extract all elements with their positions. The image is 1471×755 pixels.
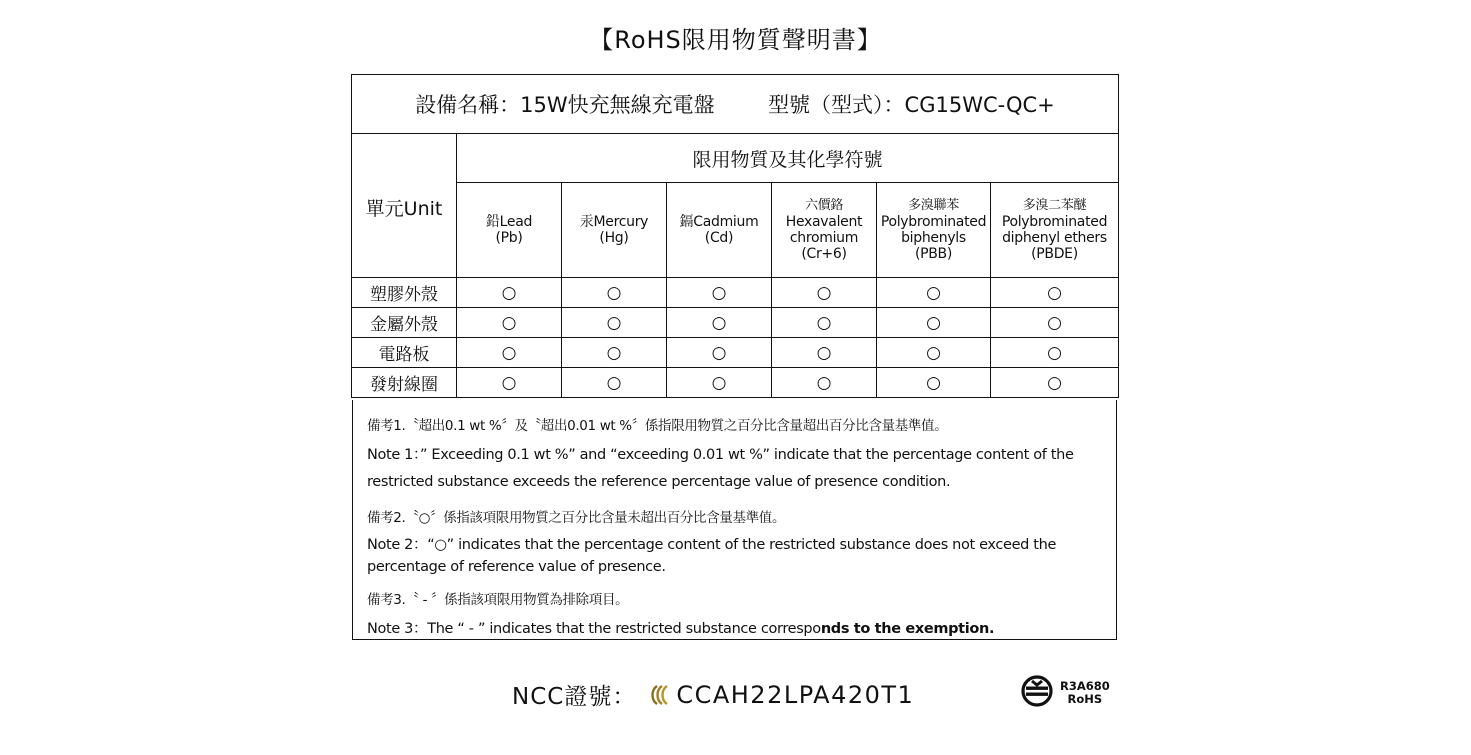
bsmi-mark xyxy=(1020,674,1110,712)
note3-en: Note 3：The “ - ” indicates that the restricted substance corresponds to the exemption. xyxy=(367,621,995,637)
compliance-mark: ○ xyxy=(772,308,877,338)
compliance-mark: ○ xyxy=(457,278,562,308)
compliance-mark: ○ xyxy=(667,338,772,368)
table-row xyxy=(352,368,1119,398)
ncc-wave-icon xyxy=(648,684,672,706)
compliance-mark: ○ xyxy=(457,368,562,398)
compliance-mark: ○ xyxy=(772,278,877,308)
bsmi-code: R3A680 xyxy=(1060,679,1110,693)
compliance-mark: ○ xyxy=(667,368,772,398)
compliance-mark: ○ xyxy=(562,338,667,368)
table-row xyxy=(352,278,1119,308)
compliance-mark: ○ xyxy=(562,308,667,338)
compliance-mark: ○ xyxy=(877,338,991,368)
substance-header: 汞Mercury (Hg) xyxy=(562,183,667,278)
note1-en: Note 1：” Exceeding 0.1 wt %” and “exceeding 0.01 wt %” indicate that the percentage content of the restricted substance exceeds the reference percentage value of presence condition. xyxy=(367,447,1074,490)
compliance-mark: ○ xyxy=(991,338,1119,368)
compliance-mark: ○ xyxy=(772,338,877,368)
page-title: 【RoHS限用物質聲明書】 xyxy=(589,26,882,54)
unit-header: 單元Unit xyxy=(352,134,457,278)
substance-group-header: 限用物質及其化學符號 xyxy=(457,134,1119,183)
notes-section xyxy=(352,400,1117,640)
compliance-mark: ○ xyxy=(991,308,1119,338)
ncc-id: CCAH22LPA420T1 xyxy=(676,680,915,709)
compliance-mark: ○ xyxy=(877,278,991,308)
compliance-mark: ○ xyxy=(991,278,1119,308)
compliance-mark: ○ xyxy=(667,278,772,308)
bsmi-icon xyxy=(1020,674,1054,712)
ncc-label: NCC證號： xyxy=(512,684,637,710)
note2-en: Note 2：“○” indicates that the percentage content of the restricted substance does not exceed the percentage of reference value of presence. xyxy=(367,537,1057,575)
compliance-mark: ○ xyxy=(877,368,991,398)
rohs-table xyxy=(351,74,1119,398)
part-name: 塑膠外殼 xyxy=(352,278,457,308)
device-name: 設備名稱：15W快充無線充電盤 xyxy=(415,93,715,117)
substance-header: 六價鉻 Hexavalent chromium (Cr+6) xyxy=(772,183,877,278)
table-row xyxy=(352,338,1119,368)
compliance-mark: ○ xyxy=(562,368,667,398)
note2-zh: 備考2.〝○〞係指該項限用物質之百分比含量未超出百分比含量基準值。 xyxy=(367,510,786,526)
compliance-mark: ○ xyxy=(667,308,772,338)
note1-zh: 備考1.〝超出0.1 wt %〞及〝超出0.01 wt %〞係指限用物質之百分比含量超出百分比含量基準值。 xyxy=(367,418,948,434)
part-name: 電路板 xyxy=(352,338,457,368)
substance-header: 多溴二苯醚 Polybrominated diphenyl ethers (PBDE) xyxy=(991,183,1119,278)
compliance-mark: ○ xyxy=(457,338,562,368)
compliance-mark: ○ xyxy=(562,278,667,308)
device-model: 型號（型式）：CG15WC-QC+ xyxy=(768,93,1055,117)
device-row xyxy=(352,75,1119,134)
compliance-mark: ○ xyxy=(457,308,562,338)
substance-header: 鎘Cadmium (Cd) xyxy=(667,183,772,278)
compliance-mark: ○ xyxy=(877,308,991,338)
part-name: 發射線圈 xyxy=(352,368,457,398)
compliance-mark: ○ xyxy=(991,368,1119,398)
bsmi-rohs: RoHS xyxy=(1067,692,1103,706)
substance-header: 多溴聯苯 Polybrominated biphenyls (PBB) xyxy=(877,183,991,278)
ncc-certification xyxy=(512,678,914,711)
substance-header: 鉛Lead (Pb) xyxy=(457,183,562,278)
note3-zh: 備考3.〝 - 〞係指該項限用物質為排除項目。 xyxy=(367,592,629,608)
substance-header-row xyxy=(352,183,1119,278)
compliance-mark: ○ xyxy=(772,368,877,398)
device-info xyxy=(352,75,1119,134)
part-name: 金屬外殼 xyxy=(352,308,457,338)
table-row xyxy=(352,308,1119,338)
